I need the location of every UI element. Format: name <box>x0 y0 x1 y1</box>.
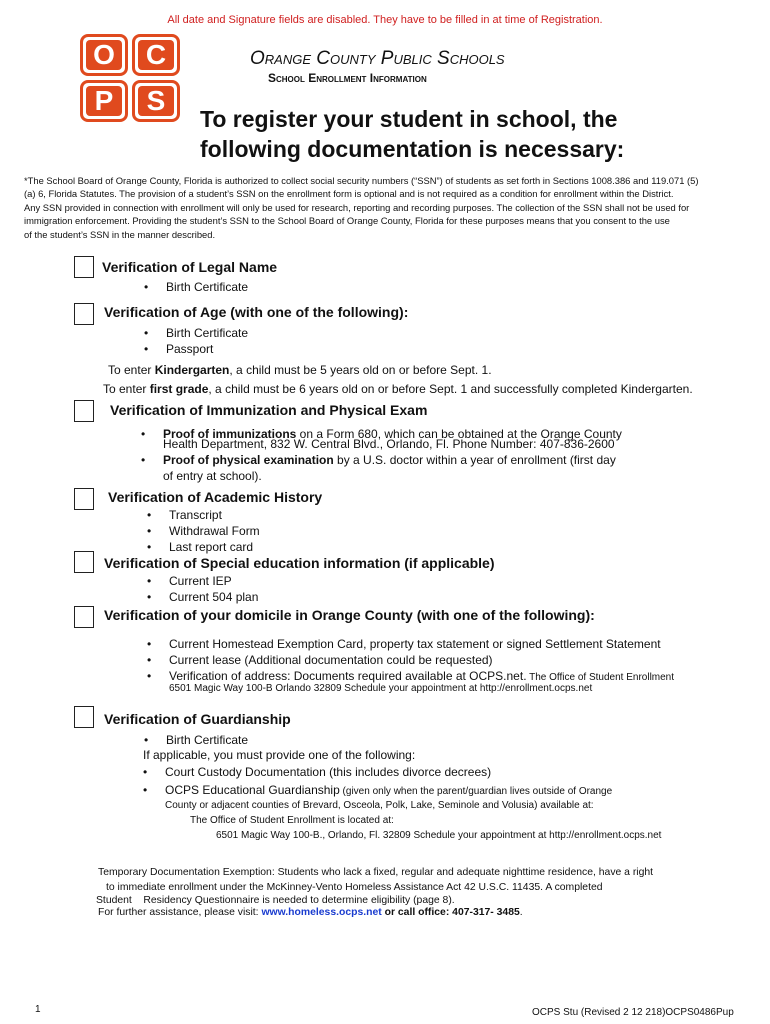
special-education-title: Verification of Special education information (if applicable) <box>104 555 495 571</box>
page-headline: To register your student in school, the following documentation is necessary: <box>200 106 625 162</box>
ssn-disclaimer: *The School Board of Orange County, Florida is authorized to collect social security numbers (“SSN”) of students as set forth in Sections 1008.386 and 119.071 (5) (a) 6, Florida Statutes. The provision of a student’s SSN on the enrollment form is optional and is not required as a condition for enrollment within the District. Any SSN provided in connection with enrollment will only be used for research, reporting and recording purposes. The collection of the SSN shall not be used for immigration enforcement. Providing the student’s SSN to the School Board of Orange County, Florida for these purposes means that you consent to the use of the student’s SSN in the manner described. <box>24 175 699 240</box>
list-item: • OCPS Educational Guardianship (given only when the parent/guardian lives outside of Orange <box>143 783 613 797</box>
disabled-fields-notice: All date and Signature fields are disabled. They have to be filled in at time of Registration. <box>167 14 603 26</box>
academic-checkbox[interactable] <box>74 488 94 510</box>
first-grade-requirement: To enter first grade, a child must be 6 years old on or before Sept. 1 and successfully completed Kindergarten. <box>103 382 693 396</box>
list-item: • Birth Certificate <box>144 733 249 747</box>
domicile-checkbox[interactable] <box>74 606 94 628</box>
homeless-website-link[interactable]: www.homeless.ocps.net <box>261 907 382 918</box>
immunization-checkbox[interactable] <box>74 400 94 422</box>
list-item: • Last report card <box>147 540 254 554</box>
immunization-title: Verification of Immunization and Physical Exam <box>110 402 428 418</box>
special-education-checkbox[interactable] <box>74 551 94 573</box>
list-item: • Passport <box>144 342 214 356</box>
if-applicable-note: If applicable, you must provide one of the following: <box>143 748 416 762</box>
homeless-exemption-line4: For further assistance, please visit: www.homeless.ocps.net or call office: 407-317- 3485. <box>98 907 523 918</box>
homeless-exemption-line1: Temporary Documentation Exemption: Students who lack a fixed, regular and adequate nighttime residence, have a right <box>98 867 654 878</box>
page-number: 1 <box>35 1004 41 1015</box>
list-item: • Current lease (Additional documentation could be requested) <box>147 653 493 667</box>
list-item: • Withdrawal Form <box>147 524 260 538</box>
guardianship-counties: County or adjacent counties of Brevard, Osceola, Polk, Lake, Seminole and Volusia) available at: <box>165 800 594 811</box>
organization-name: Orange County Public Schools <box>250 48 505 69</box>
office-address: 6501 Magic Way 100-B., Orlando, Fl. 32809 Schedule your appointment at http://enrollment.ocps.net <box>216 830 662 841</box>
kindergarten-requirement: To enter Kindergarten, a child must be 5 years old on or before Sept. 1. <box>108 363 492 377</box>
list-item: • Court Custody Documentation (this includes divorce decrees) <box>143 765 492 779</box>
immunization-address: Health Department, 832 W. Central Blvd., Orlando, Fl. Phone Number: 407-836-2600 <box>163 437 615 451</box>
physical-exam-continuation: of entry at school). <box>163 469 262 483</box>
legal-name-title: Verification of Legal Name <box>102 259 278 275</box>
homeless-exemption-line2: to immediate enrollment under the McKinney-Vento Homeless Assistance Act 42 U.S.C. 11435. A completed <box>106 882 603 893</box>
form-identifier: OCPS Stu (Revised 2 12 218)OCPS0486Pup <box>532 1007 734 1018</box>
list-item: • Birth Certificate <box>144 326 249 340</box>
age-title: Verification of Age (with one of the following): <box>104 304 409 320</box>
office-location-label: The Office of Student Enrollment is located at: <box>190 815 394 826</box>
legal-name-checkbox[interactable] <box>74 256 94 278</box>
list-item: • Current Homestead Exemption Card, property tax statement or signed Settlement Statement <box>147 637 661 651</box>
ocps-logo: O C P S <box>80 34 184 124</box>
list-item: • Current 504 plan <box>147 590 259 604</box>
list-item: • Verification of address: Documents required available at OCPS.net. The Office of Student Enrollment <box>147 669 675 683</box>
guardianship-title: Verification of Guardianship <box>104 711 291 727</box>
guardianship-checkbox[interactable] <box>74 706 94 728</box>
list-item: • Proof of physical examination by a U.S. doctor within a year of enrollment (first day <box>141 453 616 467</box>
list-item: • Birth Certificate <box>144 280 249 294</box>
list-item: • Transcript <box>147 508 222 522</box>
enrollment-office-address: 6501 Magic Way 100-B Orlando 32809 Schedule your appointment at http://enrollment.ocps.net <box>169 683 593 694</box>
age-checkbox[interactable] <box>74 303 94 325</box>
homeless-exemption-line3: Student Residency Questionnaire is needed to determine eligibility (page 8). <box>96 895 455 906</box>
list-item: • Current IEP <box>147 574 232 588</box>
academic-title: Verification of Academic History <box>108 489 323 505</box>
domicile-title: Verification of your domicile in Orange County (with one of the following): <box>104 607 595 623</box>
document-subtitle: School Enrollment Information <box>268 71 427 85</box>
list-item: • Proof of immunizations on a Form 680, which can be obtained at the Orange County <box>141 427 622 441</box>
